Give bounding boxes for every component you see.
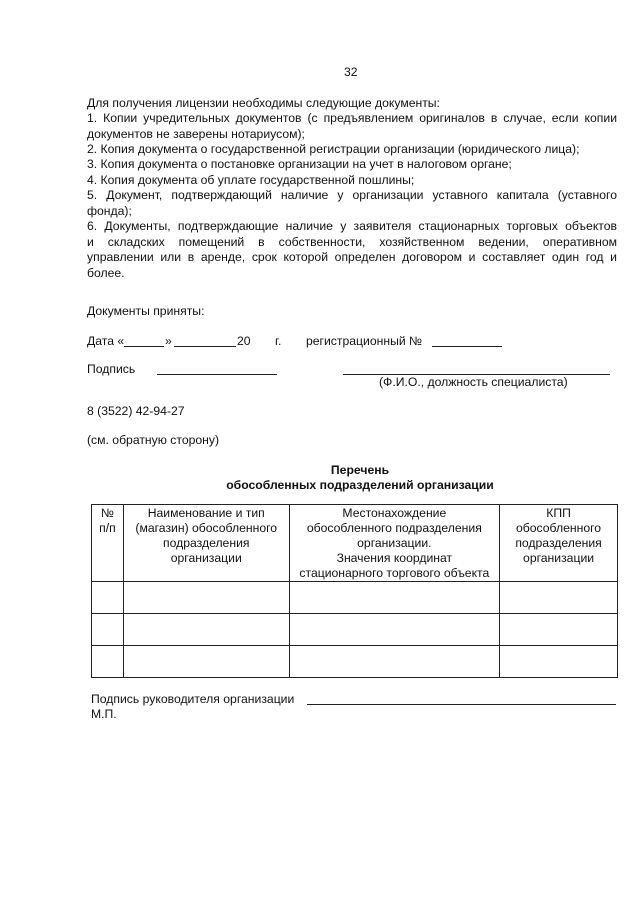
signature-label: Подпись xyxy=(87,362,136,376)
doc-item-6-line-2: и складских помещений в собственности, хозяйственном ведении, оперативном xyxy=(87,234,617,249)
header-line: Наименование и тип xyxy=(147,506,265,520)
registration-number-label: регистрационный № xyxy=(306,334,423,348)
header-line: Значения координат xyxy=(336,551,453,565)
date-prefix: Дата « xyxy=(87,334,125,348)
header-line: подразделения xyxy=(515,536,602,550)
table-cell[interactable] xyxy=(92,646,124,678)
header-line: обособленного xyxy=(516,521,602,535)
header-number xyxy=(92,505,124,582)
table-cell[interactable] xyxy=(123,614,289,646)
table-cell[interactable] xyxy=(289,646,500,678)
header-line: обособленного подразделения xyxy=(306,521,482,535)
table-header-row xyxy=(92,505,618,582)
header-line: КПП xyxy=(546,506,571,520)
header-line: № xyxy=(100,506,114,520)
header-line: подразделения xyxy=(163,536,250,550)
doc-item-5-line-1: 5. Документ, подтверждающий наличие у организации уставного капитала (уставного xyxy=(87,188,617,202)
doc-item-6-line-4: более. xyxy=(87,265,125,280)
doc-item-6 xyxy=(87,219,617,281)
table-row xyxy=(92,614,618,646)
doc-item-4: 4. Копия документа об уплате государственной пошлины; xyxy=(87,173,415,187)
list-subtitle: обособленных подразделений организации xyxy=(226,478,494,492)
header-line: организации. xyxy=(357,536,432,550)
table-row xyxy=(92,646,618,678)
documents-accepted-label: Документы приняты: xyxy=(87,304,205,318)
head-signature-label: Подпись руководителя организации xyxy=(91,692,295,706)
doc-item-1-line-1: 1. Копии учредительных документов (с предъявлением оригиналов в случае, если копии xyxy=(87,111,617,125)
doc-item-5 xyxy=(87,188,617,219)
doc-item-3: 3. Копия документа о постановке организации на учет в налоговом органе; xyxy=(87,157,512,171)
date-year-suffix: г. xyxy=(275,334,282,348)
table-cell[interactable] xyxy=(92,582,124,614)
subdivisions-table xyxy=(91,504,618,678)
header-line: (магазин) обособленного xyxy=(135,521,278,535)
registration-number-blank[interactable] xyxy=(432,346,502,347)
date-year-prefix: 20 xyxy=(237,334,251,348)
page-number: 32 xyxy=(344,65,358,79)
doc-item-5-line-2: фонда); xyxy=(87,203,132,218)
signature-blank[interactable] xyxy=(157,374,277,375)
table-row xyxy=(92,582,618,614)
doc-item-1 xyxy=(87,111,617,142)
stamp-place-label: М.П. xyxy=(91,707,117,721)
date-quote-close: » xyxy=(165,334,172,348)
doc-item-6-line-3: управлении или в аренде, срок которой определен договором и составляет один год и xyxy=(87,250,617,265)
see-back-note: (см. обратную сторону) xyxy=(87,433,220,447)
phone-number: 8 (3522) 42-94-27 xyxy=(87,404,185,418)
header-line: организации xyxy=(523,551,595,565)
header-line: Местонахождение xyxy=(342,506,447,520)
fio-caption: (Ф.И.О., должность специалиста) xyxy=(379,375,568,389)
table-cell[interactable] xyxy=(500,614,618,646)
table-cell[interactable] xyxy=(500,646,618,678)
table-cell[interactable] xyxy=(123,582,289,614)
header-line: организации xyxy=(170,551,242,565)
header-name-type xyxy=(123,505,289,582)
head-signature-blank[interactable] xyxy=(307,704,616,705)
table-cell[interactable] xyxy=(289,582,500,614)
header-line: п/п xyxy=(99,521,116,535)
table-cell[interactable] xyxy=(92,614,124,646)
date-day-blank[interactable] xyxy=(124,346,164,347)
date-month-blank[interactable] xyxy=(174,346,236,347)
header-location xyxy=(289,505,500,582)
doc-item-1-line-2: документов не заверены нотариусом); xyxy=(87,126,305,141)
table-cell[interactable] xyxy=(500,582,618,614)
list-title: Перечень xyxy=(330,463,390,477)
intro-text: Для получения лицензии необходимы следующие документы: xyxy=(87,96,440,110)
header-line: стационарного торгового объекта xyxy=(299,566,490,580)
table-cell[interactable] xyxy=(289,614,500,646)
table-cell[interactable] xyxy=(123,646,289,678)
doc-item-6-line-1: 6. Документы, подтверждающие наличие у заявителя стационарных торговых объектов xyxy=(87,219,617,233)
doc-item-2: 2. Копия документа о государственной регистрации организации (юридического лица); xyxy=(87,142,580,156)
header-kpp xyxy=(500,505,618,582)
